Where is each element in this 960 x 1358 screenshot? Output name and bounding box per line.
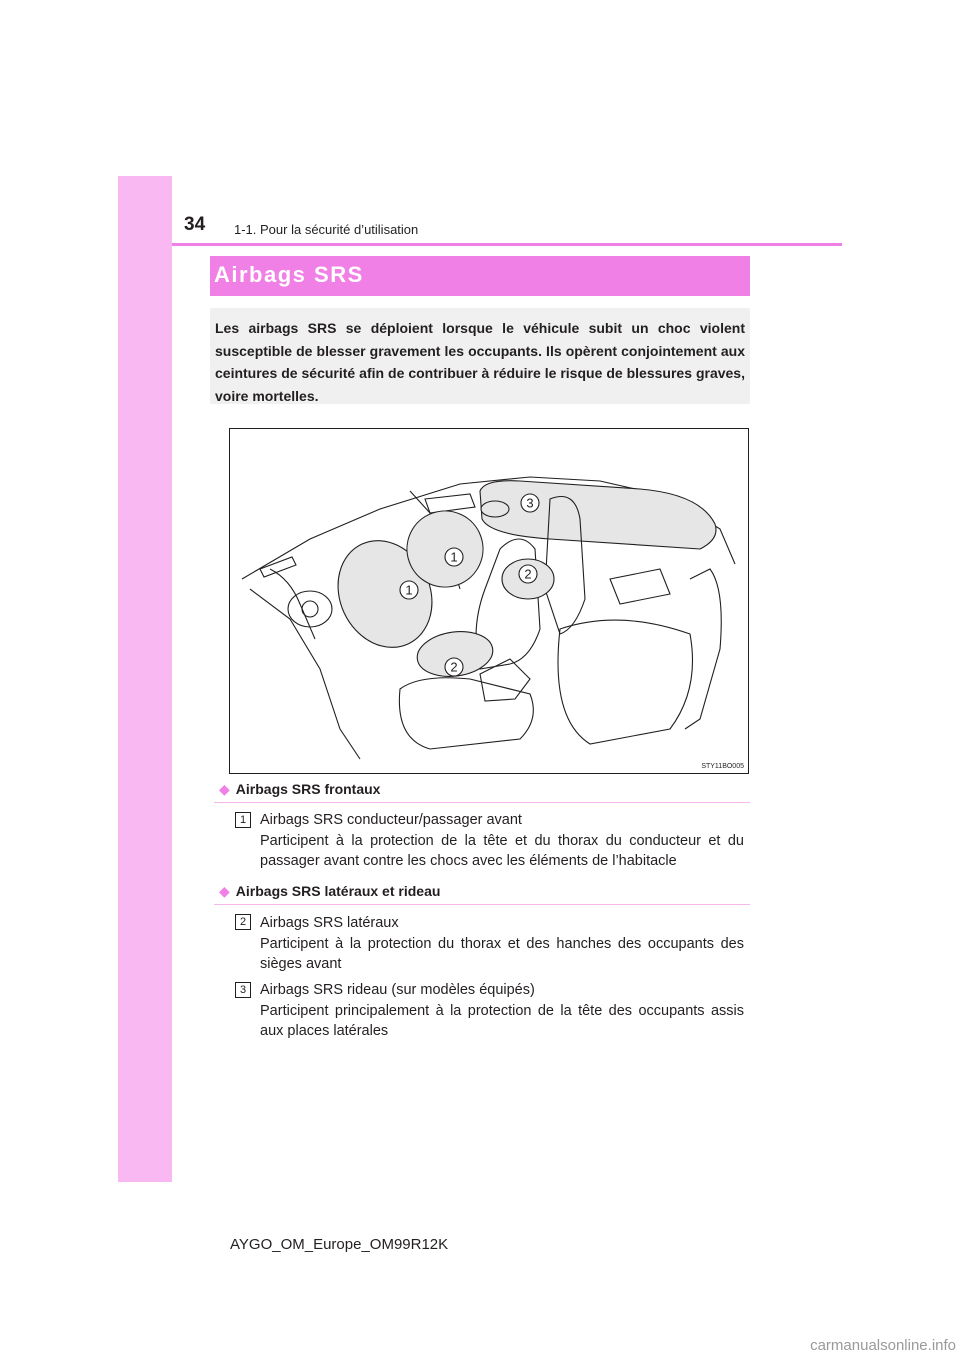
item-number-badge: 3 [235,982,251,998]
item-number-badge: 2 [235,914,251,930]
callout-label: 2 [524,566,532,582]
diamond-icon: ◆ [219,883,230,899]
footer-doc-code: AYGO_OM_Europe_OM99R12K [230,1236,449,1253]
callout-curtain-airbag [521,494,539,512]
list-item [260,913,744,975]
watermark: carmanualsonline.info [810,1337,956,1354]
figure-code: STY11BO005 [701,763,744,770]
list-item [260,810,744,872]
section-header: 1-1. Pour la sécurité d’utilisation [234,222,419,237]
intro-text: Les airbags SRS se déploient lorsque le véhicule subit un choc violent susceptible de blesser gravement les occupants. Ils opèrent conjointement aux ceintures de sécurité afin de contribuer à réduire le risque de blessures graves, voire mortelles. [215,320,745,404]
callout-label: 1 [405,582,413,598]
callout-label: 1 [450,549,458,565]
page-number: 34 [184,214,206,235]
rear-door-line [685,569,721,729]
header-rule [172,243,842,246]
steering-wheel [288,591,332,627]
curtain-airbag-shape [480,481,716,549]
subheading-frontal [219,781,380,798]
side-tab [118,176,172,1182]
driver-seat-cushion [399,678,533,749]
diamond-icon: ◆ [219,781,230,797]
callout-front-airbag-passenger [445,548,463,566]
item-title: Airbags SRS latéraux [260,915,399,931]
rear-seat [558,620,693,744]
car-interior-drawing [230,429,748,773]
subheading-text: Airbags SRS frontaux [235,781,381,797]
callout-front-airbag-driver [400,581,418,599]
item-description: Participent à la protection du thorax et des hanches des occupants des sièges avant [260,935,744,972]
steering-hub [302,601,318,617]
item-title: Airbags SRS conducteur/passager avant [260,812,522,828]
curtain-airbag-lobe [481,501,509,517]
rear-door-handle [610,569,670,604]
callout-side-airbag-driver [445,658,463,676]
item-description: Participent principalement à la protection de la tête des occupants assis aux places latérales [260,1002,744,1039]
airbag-illustration [229,428,749,774]
callout-label: 2 [450,659,458,675]
mirror [425,494,475,513]
callout-side-airbag-passenger [519,565,537,583]
subheading-rule [214,802,750,803]
callout-label: 3 [526,495,534,511]
subheading-side-curtain [219,883,440,900]
subheading-text: Airbags SRS latéraux et rideau [235,883,441,899]
intro-box [210,308,750,404]
dash-line [270,569,315,639]
item-title: Airbags SRS rideau (sur modèles équipés) [260,982,535,998]
subheading-rule [214,904,750,905]
list-item [260,980,744,1042]
item-description: Participent à la protection de la tête et du thorax du conducteur et du passager avant contre les chocs avec les éléments de l’habitacle [260,832,744,869]
item-number-badge: 1 [235,812,251,828]
title-bar [210,256,750,296]
page-title: Airbags SRS [214,262,364,287]
